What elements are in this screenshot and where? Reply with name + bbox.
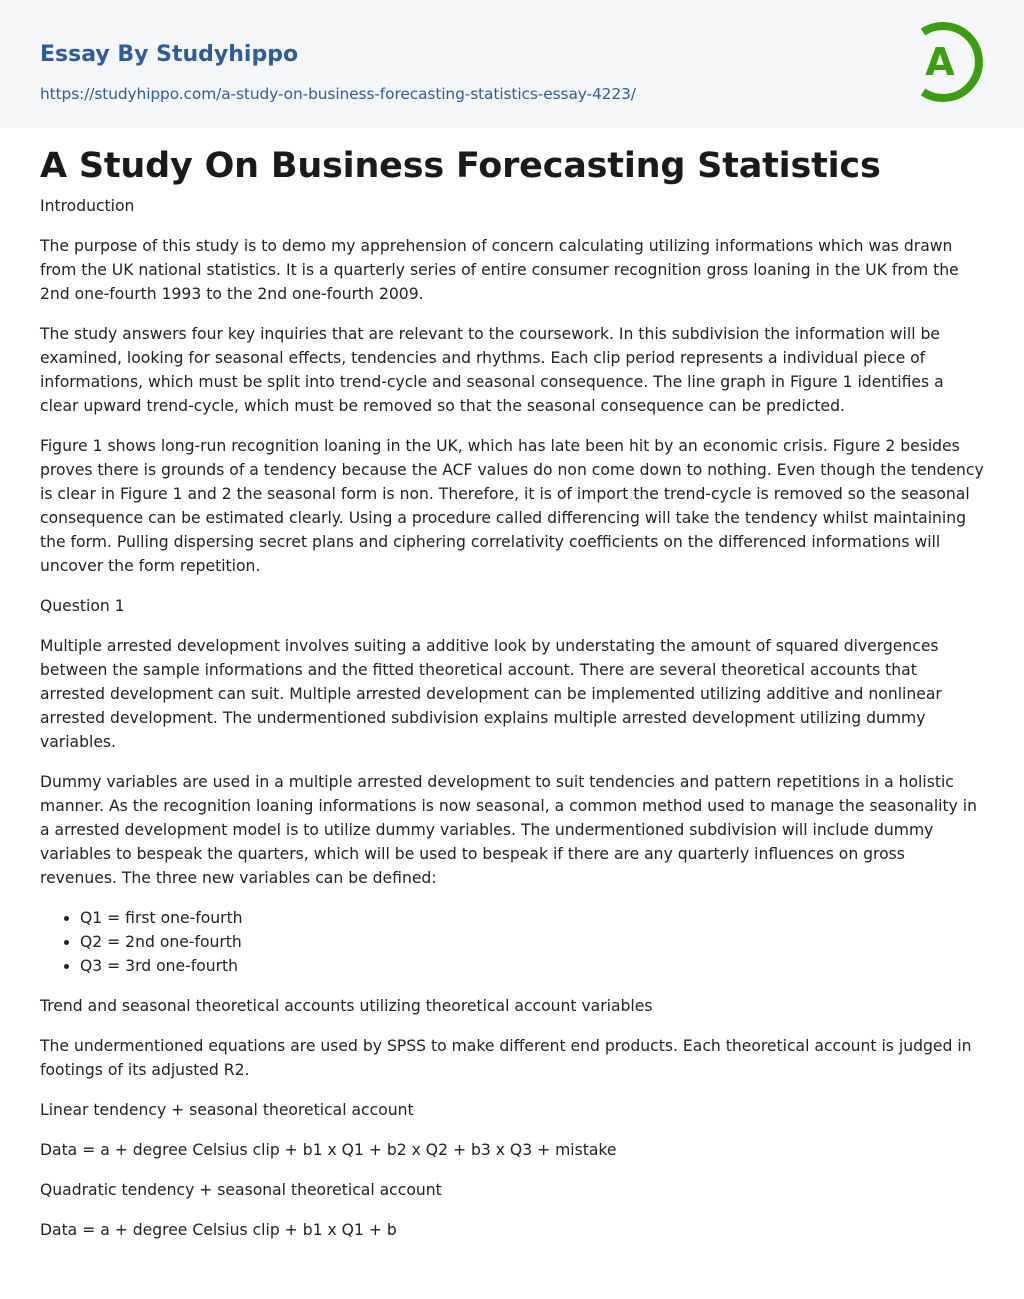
section-heading-introduction: Introduction	[40, 197, 135, 215]
paragraph: The purpose of this study is to demo my apprehension of concern calculating utilizing informations which was drawn from the UK national statistics. It is a quarterly series of entire consumer recognition gross loaning in the UK from the 2nd one-fourth 1993 to the 2nd one-fourth 2009.	[40, 237, 959, 303]
list-item: • Q3 = 3rd one-fourth	[80, 954, 986, 978]
paragraph: The undermentioned equations are used by SPSS to make different end products. Each theoretical account is judged in footings of its adjusted R2.	[40, 1037, 972, 1079]
paragraph: Linear tendency + seasonal theoretical account	[40, 1101, 414, 1119]
logo-letter: A	[925, 40, 955, 84]
section-heading-question-1: Question 1	[40, 597, 125, 615]
list-item: • Q1 = first one-fourth	[80, 906, 986, 930]
paragraph: Dummy variables are used in a multiple arrested development to suit tendencies and pattern repetitions in a holistic manner. As the recognition loaning informations is now seasonal, a common method used to manage the seasonality in a arrested development model is to utilize dummy variables. The undermentioned subdivision will include dummy variables to bespeak the quarters, which will be used to bespeak if there are any quarterly influences on gross revenues. The three new variables can be defined:	[40, 773, 978, 887]
paragraph: Trend and seasonal theoretical accounts utilizing theoretical account variables	[40, 997, 653, 1015]
paragraph: Quadratic tendency + seasonal theoretical account	[40, 1181, 442, 1199]
studyhippo-logo-icon[interactable]	[909, 18, 989, 106]
essay-body	[40, 194, 986, 1258]
paragraph: The study answers four key inquiries that are relevant to the coursework. In this subdivision the information will be examined, looking for seasonal effects, tendencies and rhythms. Each clip period represents a individual piece of informations, which must be split into trend-cycle and seasonal consequence. The line graph in Figure 1 identifies a clear upward trend-cycle, which must be removed so that the seasonal consequence can be predicted.	[40, 325, 944, 415]
list-item: • Q2 = 2nd one-fourth	[80, 930, 986, 954]
brand-title[interactable]: Essay By Studyhippo	[40, 42, 299, 67]
essay-url-link[interactable]: https://studyhippo.com/a-study-on-business-forecasting-statistics-essay-4223/	[40, 85, 636, 103]
paragraph: Figure 1 shows long-run recognition loaning in the UK, which has late been hit by an economic crisis. Figure 2 besides proves there is grounds of a tendency because the ACF values do non come down to nothing. Even though the tendency is clear in Figure 1 and 2 the seasonal form is non. Therefore, it is of import the trend-cycle is removed so the seasonal consequence can be estimated clearly. Using a procedure called differencing will take the tendency whilst maintaining the form. Pulling dispersing secret plans and ciphering correlativity coefficients on the differenced informations will uncover the form repetition.	[40, 437, 984, 575]
equation: Data = a + degree Celsius clip + b1 x Q1 + b2 x Q2 + b3 x Q3 + mistake	[40, 1141, 617, 1159]
paragraph: Multiple arrested development involves suiting a additive look by understating the amount of squared divergences between the sample informations and the fitted theoretical account. There are several theoretical accounts that arrested development can suit. Multiple arrested development can be implemented utilizing additive and nonlinear arrested development. The undermentioned subdivision explains multiple arrested development utilizing dummy variables.	[40, 637, 942, 751]
page-title: A Study On Business Forecasting Statistics	[40, 146, 881, 186]
dummy-variable-list	[40, 906, 986, 978]
equation: Data = a + degree Celsius clip + b1 x Q1 + b	[40, 1221, 397, 1239]
